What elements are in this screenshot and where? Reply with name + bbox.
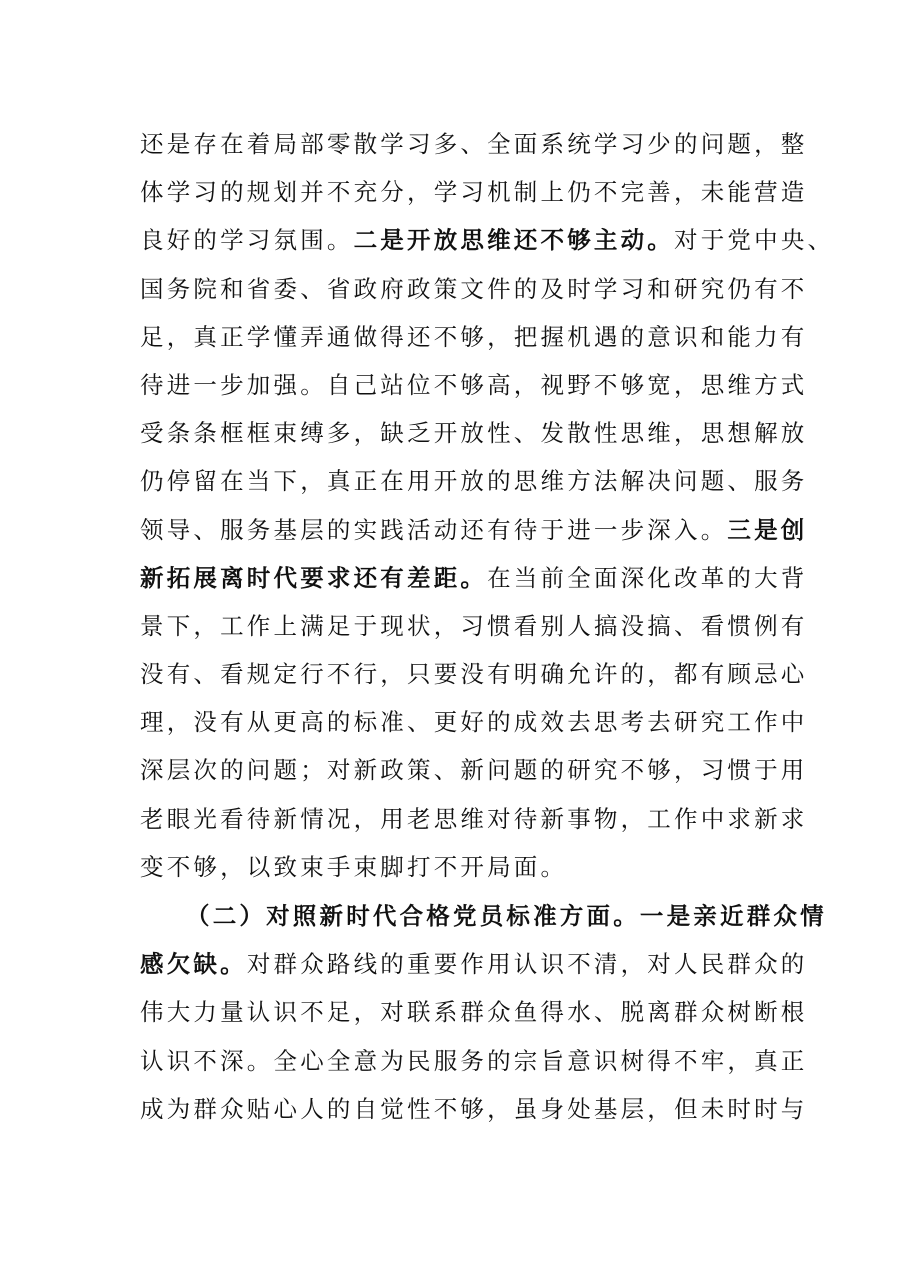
text-run: 在当前全面深化改革的大背 bbox=[487, 563, 808, 592]
text-line: 国务院和省委、省政府政策文件的及时学习和研究仍有不 bbox=[140, 274, 808, 303]
text-line: 仍停留在当下，真正在用开放的思维方法解决问题、服务 bbox=[140, 467, 808, 496]
text-line: 还是存在着局部零散学习多、全面系统学习少的问题，整 bbox=[140, 130, 808, 158]
text-run: 良好的学习氛围。 bbox=[140, 226, 354, 255]
text-line: 理，没有从更高的标准、更好的成效去思考去研究工作中 bbox=[140, 708, 808, 737]
text-line bbox=[140, 506, 808, 554]
text-line bbox=[140, 940, 808, 988]
text-line: 受条条框框束缚多，缺乏开放性、发散性思维，思想解放 bbox=[140, 419, 808, 448]
text-run: 对群众路线的重要作用认识不清，对人民群众的 bbox=[246, 950, 808, 979]
bold-heading-three-end: 新拓展离时代要求还有差距。 bbox=[140, 563, 488, 592]
text-line bbox=[140, 216, 835, 264]
text-line: 体学习的规划并不充分，学习机制上仍不完善，未能营造 bbox=[140, 178, 808, 207]
text-line: 待进一步加强。自己站位不够高，视野不够宽，思维方式 bbox=[140, 370, 808, 399]
text-line: 没有、看规定行不行，只要没有明确允许的，都有顾忌心 bbox=[140, 660, 808, 689]
text-line: 认识不深。全心全意为民服务的宗旨意识树得不牢，真正 bbox=[140, 1046, 808, 1075]
paragraph-party-member-standard bbox=[140, 892, 827, 1133]
section-heading-line bbox=[140, 892, 827, 940]
text-line bbox=[140, 554, 808, 602]
text-line: 伟大力量认识不足，对联系群众鱼得水、脱离群众树断根 bbox=[140, 998, 808, 1027]
bold-heading-end: 感欠缺。 bbox=[140, 950, 247, 979]
text-line: 变不够，以致束手束脚打不开局面。 bbox=[140, 852, 568, 881]
text-line: 景下，工作上满足于现状，习惯看别人搞没搞、看惯例有 bbox=[140, 611, 808, 640]
text-line: 足，真正学懂弄通做得还不够，把握机遇的意识和能力有 bbox=[140, 322, 808, 351]
bold-heading-two: 二是开放思维还不够主动。 bbox=[353, 226, 675, 255]
text-run: 对于党中央、 bbox=[674, 226, 835, 255]
text-line: 深层次的问题；对新政策、新问题的研究不够，习惯于用 bbox=[140, 756, 808, 785]
text-line: 成为群众贴心人的自觉性不够，虽身处基层，但未时时与 bbox=[140, 1094, 808, 1123]
text-line: 老眼光看待新情况，用老思维对待新事物，工作中求新求 bbox=[140, 804, 808, 833]
bold-heading-three-start: 三是创 bbox=[727, 515, 808, 544]
text-run: 领导、服务基层的实践活动还有待于进一步深入。 bbox=[140, 515, 728, 544]
bold-section-heading: （二）对照新时代合格党员标准方面。一是亲近群众情 bbox=[186, 902, 827, 930]
paragraph-open-thinking bbox=[140, 120, 835, 891]
